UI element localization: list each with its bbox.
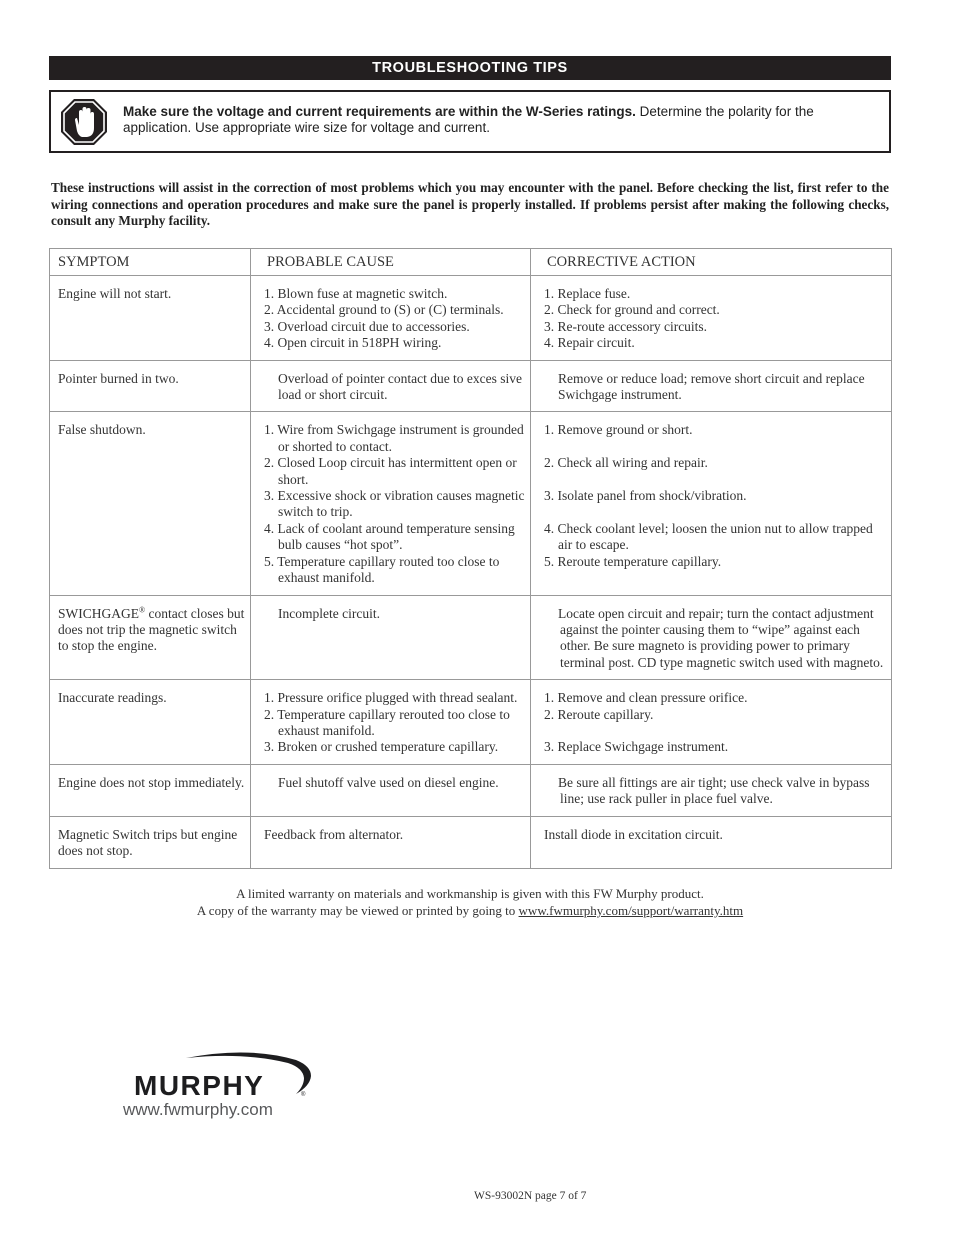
list-item: 2. Accidental ground to (S) or (C) terminals. bbox=[264, 302, 504, 318]
troubleshooting-table bbox=[49, 248, 892, 869]
action-cell bbox=[531, 764, 892, 816]
symptom-cell: Magnetic Switch trips but engine does not stop. bbox=[50, 816, 251, 868]
table-header-row bbox=[50, 249, 892, 276]
cause-cell: Feedback from alternator. bbox=[251, 816, 531, 868]
warranty-link[interactable]: www.fwmurphy.com/support/warranty.htm bbox=[518, 903, 744, 918]
table-row bbox=[50, 764, 892, 816]
cause-text: Incomplete circuit. bbox=[278, 605, 380, 621]
cause-cell bbox=[251, 764, 531, 816]
action-text: Locate open circuit and repair; turn the contact adjustment against the pointer causing them to “wipe” against each other. Be sure magneto is providing power to primary terminal post. CD type magnetic switch used with magneto. bbox=[558, 605, 884, 670]
list-item: 3. Isolate panel from shock/vibration. bbox=[544, 488, 747, 504]
cause-text: Overload of pointer contact due to exces sive load or short circuit. bbox=[278, 370, 523, 403]
page-footer: WS-93002N page 7 of 7 bbox=[474, 1190, 587, 1202]
list-item: 3. Broken or crushed temperature capillary. bbox=[264, 739, 499, 755]
cause-text: Fuel shutoff valve used on diesel engine. bbox=[278, 774, 499, 790]
list-item: 4. Check coolant level; loosen the union nut to allow trapped air to escape. bbox=[544, 520, 873, 553]
action-cell bbox=[531, 360, 892, 412]
list-item: 1. Wire from Swichgage instrument is grounded or shorted to contact. bbox=[264, 422, 524, 454]
list-item: 3. Excessive shock or vibration causes magnetic switch to trip. bbox=[264, 488, 525, 520]
action-cell bbox=[531, 412, 892, 595]
list-item: 2. Check all wiring and repair. bbox=[544, 455, 708, 471]
symptom-cell: False shutdown. bbox=[50, 412, 251, 595]
list-item: 4. Repair circuit. bbox=[544, 335, 635, 351]
list-item: 3. Re-route accessory circuits. bbox=[544, 318, 708, 334]
action-text: Be sure all fittings are air tight; use check valve in bypass line; use rack puller in place fuel valve. bbox=[558, 774, 870, 807]
logo-registered-mark: ® bbox=[301, 1092, 306, 1098]
symptom-cell: Pointer burned in two. bbox=[50, 360, 251, 412]
cause-cell bbox=[251, 360, 531, 412]
list-item: 1. Blown fuse at magnetic switch. bbox=[264, 286, 448, 301]
warning-box bbox=[49, 90, 891, 153]
action-cell bbox=[531, 595, 892, 680]
warranty-line-2 bbox=[49, 902, 891, 919]
warranty-line-2-text: A copy of the warranty may be viewed or printed by going to bbox=[196, 903, 519, 918]
registered-mark: ® bbox=[139, 605, 146, 614]
warning-normal-text: Determine the polarity for the application. Use appropriate wire size for voltage and current. bbox=[123, 104, 814, 135]
list-item: 2. Reroute capillary. bbox=[544, 706, 654, 722]
list-item: 5. Temperature capillary routed too close to exhaust manifold. bbox=[264, 553, 500, 586]
logo-wordmark: MURPHY bbox=[134, 1070, 265, 1101]
header-corrective-action: CORRECTIVE ACTION bbox=[531, 249, 892, 276]
symptom-cell: Inaccurate readings. bbox=[50, 680, 251, 765]
logo-url: www.fwmurphy.com bbox=[123, 1100, 273, 1119]
action-cell: Install diode in excitation circuit. bbox=[531, 816, 892, 868]
list-item: 4. Open circuit in 518PH wiring. bbox=[264, 335, 442, 351]
symptom-cell: Engine does not stop immediately. bbox=[50, 764, 251, 816]
list-item: 2. Check for ground and correct. bbox=[544, 302, 720, 318]
header-probable-cause: PROBABLE CAUSE bbox=[251, 249, 531, 276]
cause-cell bbox=[251, 595, 531, 680]
warranty-notice bbox=[49, 885, 891, 919]
list-item: 1. Remove and clean pressure orifice. bbox=[544, 690, 748, 706]
table-row bbox=[50, 276, 892, 361]
list-item: 1. Pressure orifice plugged with thread sealant. bbox=[264, 690, 518, 706]
table-row bbox=[50, 412, 892, 595]
cause-cell bbox=[251, 412, 531, 595]
header-symptom: SYMPTOM bbox=[50, 249, 251, 276]
intro-paragraph: These instructions will assist in the correction of most problems which you may encounter with the panel. Before checking the list, first refer to the wiring connections and operation procedures and make sure the panel is properly installed. If problems persist after making the following checks, consult any Murphy facility. bbox=[51, 180, 889, 228]
table-row bbox=[50, 816, 892, 868]
list-item: 1. Replace fuse. bbox=[544, 286, 631, 301]
list-item: 3. Replace Swichgage instrument. bbox=[544, 739, 729, 755]
list-item: 5. Reroute temperature capillary. bbox=[544, 553, 722, 569]
table-row bbox=[50, 595, 892, 680]
table-row bbox=[50, 680, 892, 765]
list-item: 4. Lack of coolant around temperature sensing bulb causes “hot spot”. bbox=[264, 520, 515, 553]
warning-text bbox=[123, 104, 885, 136]
list-item: 2. Temperature capillary rerouted too close to exhaust manifold. bbox=[264, 706, 510, 738]
symptom-prefix: SWICHGAGE bbox=[58, 605, 139, 621]
cause-cell bbox=[251, 680, 531, 765]
cause-cell bbox=[251, 276, 531, 361]
action-cell bbox=[531, 276, 892, 361]
table-row bbox=[50, 360, 892, 412]
warning-bold-text: Make sure the voltage and current requirements are within the W-Series ratings. bbox=[123, 104, 636, 119]
stop-hand-icon bbox=[60, 98, 108, 146]
symptom-cell bbox=[50, 595, 251, 680]
list-item: 1. Remove ground or short. bbox=[544, 422, 693, 438]
action-text: Remove or reduce load; remove short circuit and replace Swichgage instrument. bbox=[558, 370, 865, 403]
action-cell bbox=[531, 680, 892, 765]
symptom-text: contact closes but does not trip the magnetic switch to stop the engine. bbox=[58, 605, 245, 654]
section-title: TROUBLESHOOTING TIPS bbox=[49, 56, 891, 80]
warranty-line-1: A limited warranty on materials and workmanship is given with this FW Murphy product. bbox=[236, 886, 704, 901]
list-item: 3. Overload circuit due to accessories. bbox=[264, 318, 470, 334]
symptom-cell: Engine will not start. bbox=[50, 276, 251, 361]
list-item: 2. Closed Loop circuit has intermittent open or short. bbox=[264, 455, 517, 487]
